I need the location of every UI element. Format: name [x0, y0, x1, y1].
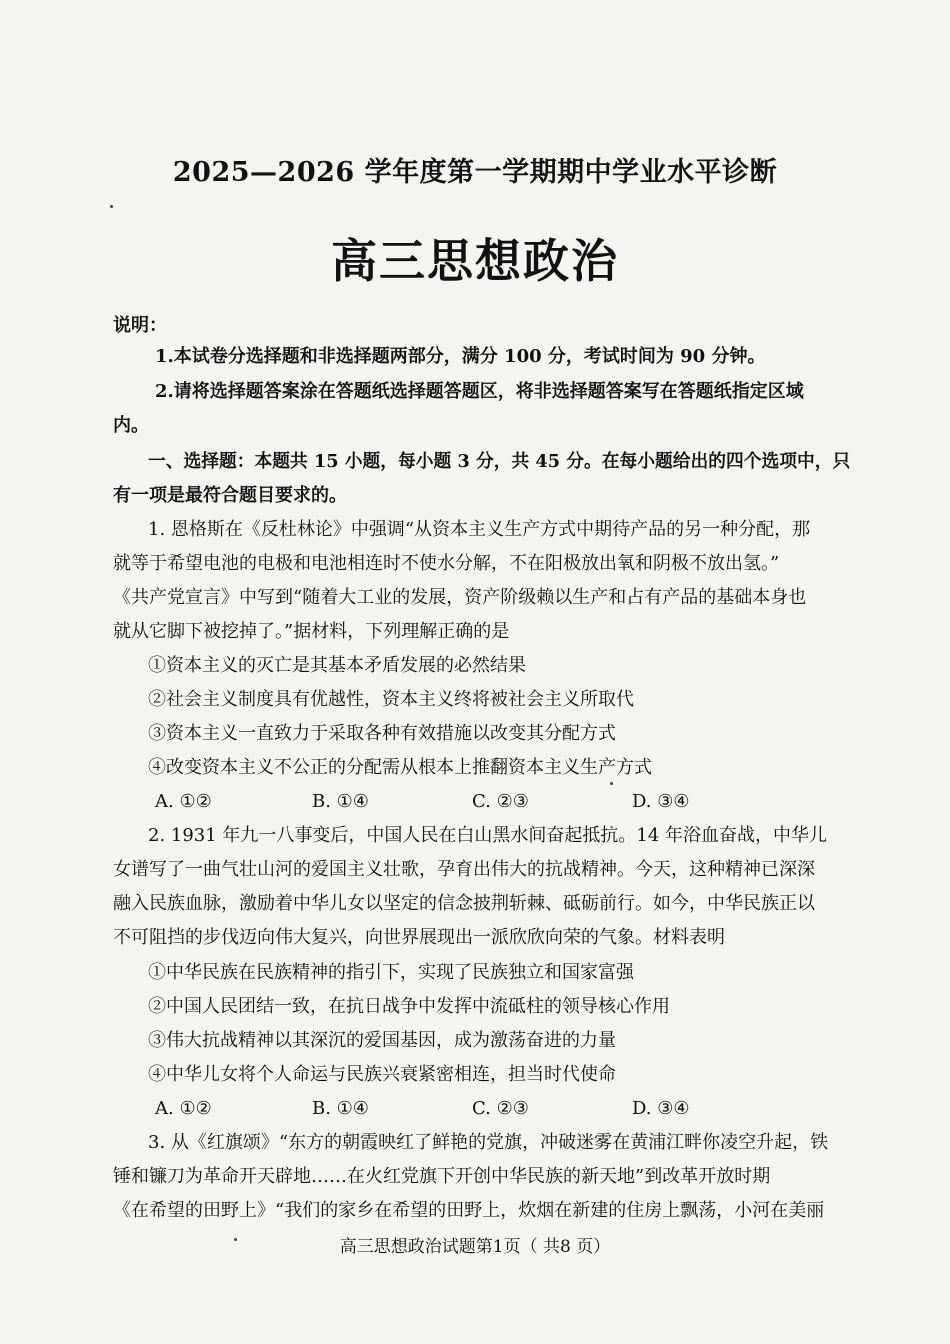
instruction-2-line-2: 内。 — [113, 415, 149, 436]
scan-speck — [610, 782, 613, 785]
q2-stem-line-2: 女谱写了一曲气壮山河的爱国主义壮歌，孕育出伟大的抗战精神。今天，这种精神已深深 — [113, 859, 815, 880]
q3-stem-line-1: 3. 从《红旗颂》“东方的朝霞映红了鲜艳的党旗，冲破迷雾在黄浦江畔你凌空升起，铁 — [148, 1132, 829, 1153]
q1-stem-line-3: 《共产党宣言》中写到“随着大工业的发展，资产阶级赖以生产和占有产品的基础本身也 — [113, 587, 807, 608]
q1-stem-line-1: 1. 恩格斯在《反杜林论》中强调“从资本主义生产方式中期待产品的另一种分配，那 — [148, 519, 811, 540]
q1-statement-1: ①资本主义的灭亡是其基本矛盾发展的必然结果 — [148, 655, 526, 676]
q2-statement-2: ②中国人民团结一致，在抗日战争中发挥中流砥柱的领导核心作用 — [148, 996, 670, 1017]
q2-stem-line-1: 2. 1931 年九一八事变后，中国人民在白山黑水间奋起抵抗。14 年浴血奋战，中华儿 — [148, 825, 828, 846]
q2-option-a: A. ①② — [155, 1098, 212, 1119]
exam-header: 2025—2026 学年度第一学期期中学业水平诊断 — [172, 157, 778, 188]
q1-statement-4: ④改变资本主义不公正的分配需从根本上推翻资本主义生产方式 — [148, 757, 652, 778]
q2-stem-line-4: 不可阻挡的步伐迈向伟大复兴，向世界展现出一派欣欣向荣的气象。材料表明 — [113, 927, 725, 948]
scan-speck — [110, 205, 113, 208]
q1-statement-3: ③资本主义一直致力于采取各种有效措施以改变其分配方式 — [148, 723, 616, 744]
instructions-label: 说明： — [113, 315, 167, 336]
q1-option-b: B. ①④ — [312, 791, 369, 812]
q2-option-c: C. ②③ — [472, 1098, 529, 1119]
q3-stem-line-2: 锤和镰刀为革命开天辟地……在火红党旗下开创中华民族的新天地”到改革开放时期 — [113, 1166, 771, 1187]
instruction-2-line-1: 2.请将选择题答案涂在答题纸选择题答题区，将非选择题答案写在答题纸指定区域 — [155, 381, 804, 402]
scan-speck — [234, 1238, 237, 1241]
q3-stem-line-3: 《在希望的田野上》“我们的家乡在希望的田野上，炊烟在新建的住房上飘荡，小河在美丽 — [113, 1200, 825, 1221]
q2-statement-1: ①中华民族在民族精神的指引下，实现了民族独立和国家富强 — [148, 962, 634, 983]
q2-statement-4: ④中华儿女将个人命运与民族兴衰紧密相连，担当时代使命 — [148, 1064, 616, 1085]
q2-statement-3: ③伟大抗战精神以其深沉的爱国基因，成为激荡奋进的力量 — [148, 1030, 616, 1051]
instruction-1: 1.本试卷分选择题和非选择题两部分，满分 100 分，考试时间为 90 分钟。 — [155, 346, 766, 367]
q1-stem-line-4: 就从它脚下被挖掉了。”据材料，下列理解正确的是 — [113, 621, 510, 642]
subject-title: 高三思想政治 — [331, 234, 619, 288]
q1-stem-line-2: 就等于希望电池的电极和电池相连时不使水分解，不在阳极放出氧和阴极不放出氢。” — [113, 553, 780, 574]
q1-option-d: D. ③④ — [632, 791, 690, 812]
page-footer: 高三思想政治试题第1页（ 共8 页） — [339, 1237, 611, 1257]
section-1-heading-line-2: 有一项是最符合题目要求的。 — [113, 485, 347, 506]
q1-option-a: A. ①② — [155, 791, 212, 812]
q1-option-c: C. ②③ — [472, 791, 529, 812]
q2-option-d: D. ③④ — [632, 1098, 690, 1119]
section-1-heading-line-1: 一、选择题：本题共 15 小题，每小题 3 分，共 45 分。在每小题给出的四个选项中，只 — [148, 451, 851, 472]
q2-stem-line-3: 融入民族血脉，激励着中华儿女以坚定的信念披荆斩棘、砥砺前行。如今，中华民族正以 — [113, 893, 815, 914]
q1-statement-2: ②社会主义制度具有优越性，资本主义终将被社会主义所取代 — [148, 689, 634, 710]
q2-option-b: B. ①④ — [312, 1098, 369, 1119]
